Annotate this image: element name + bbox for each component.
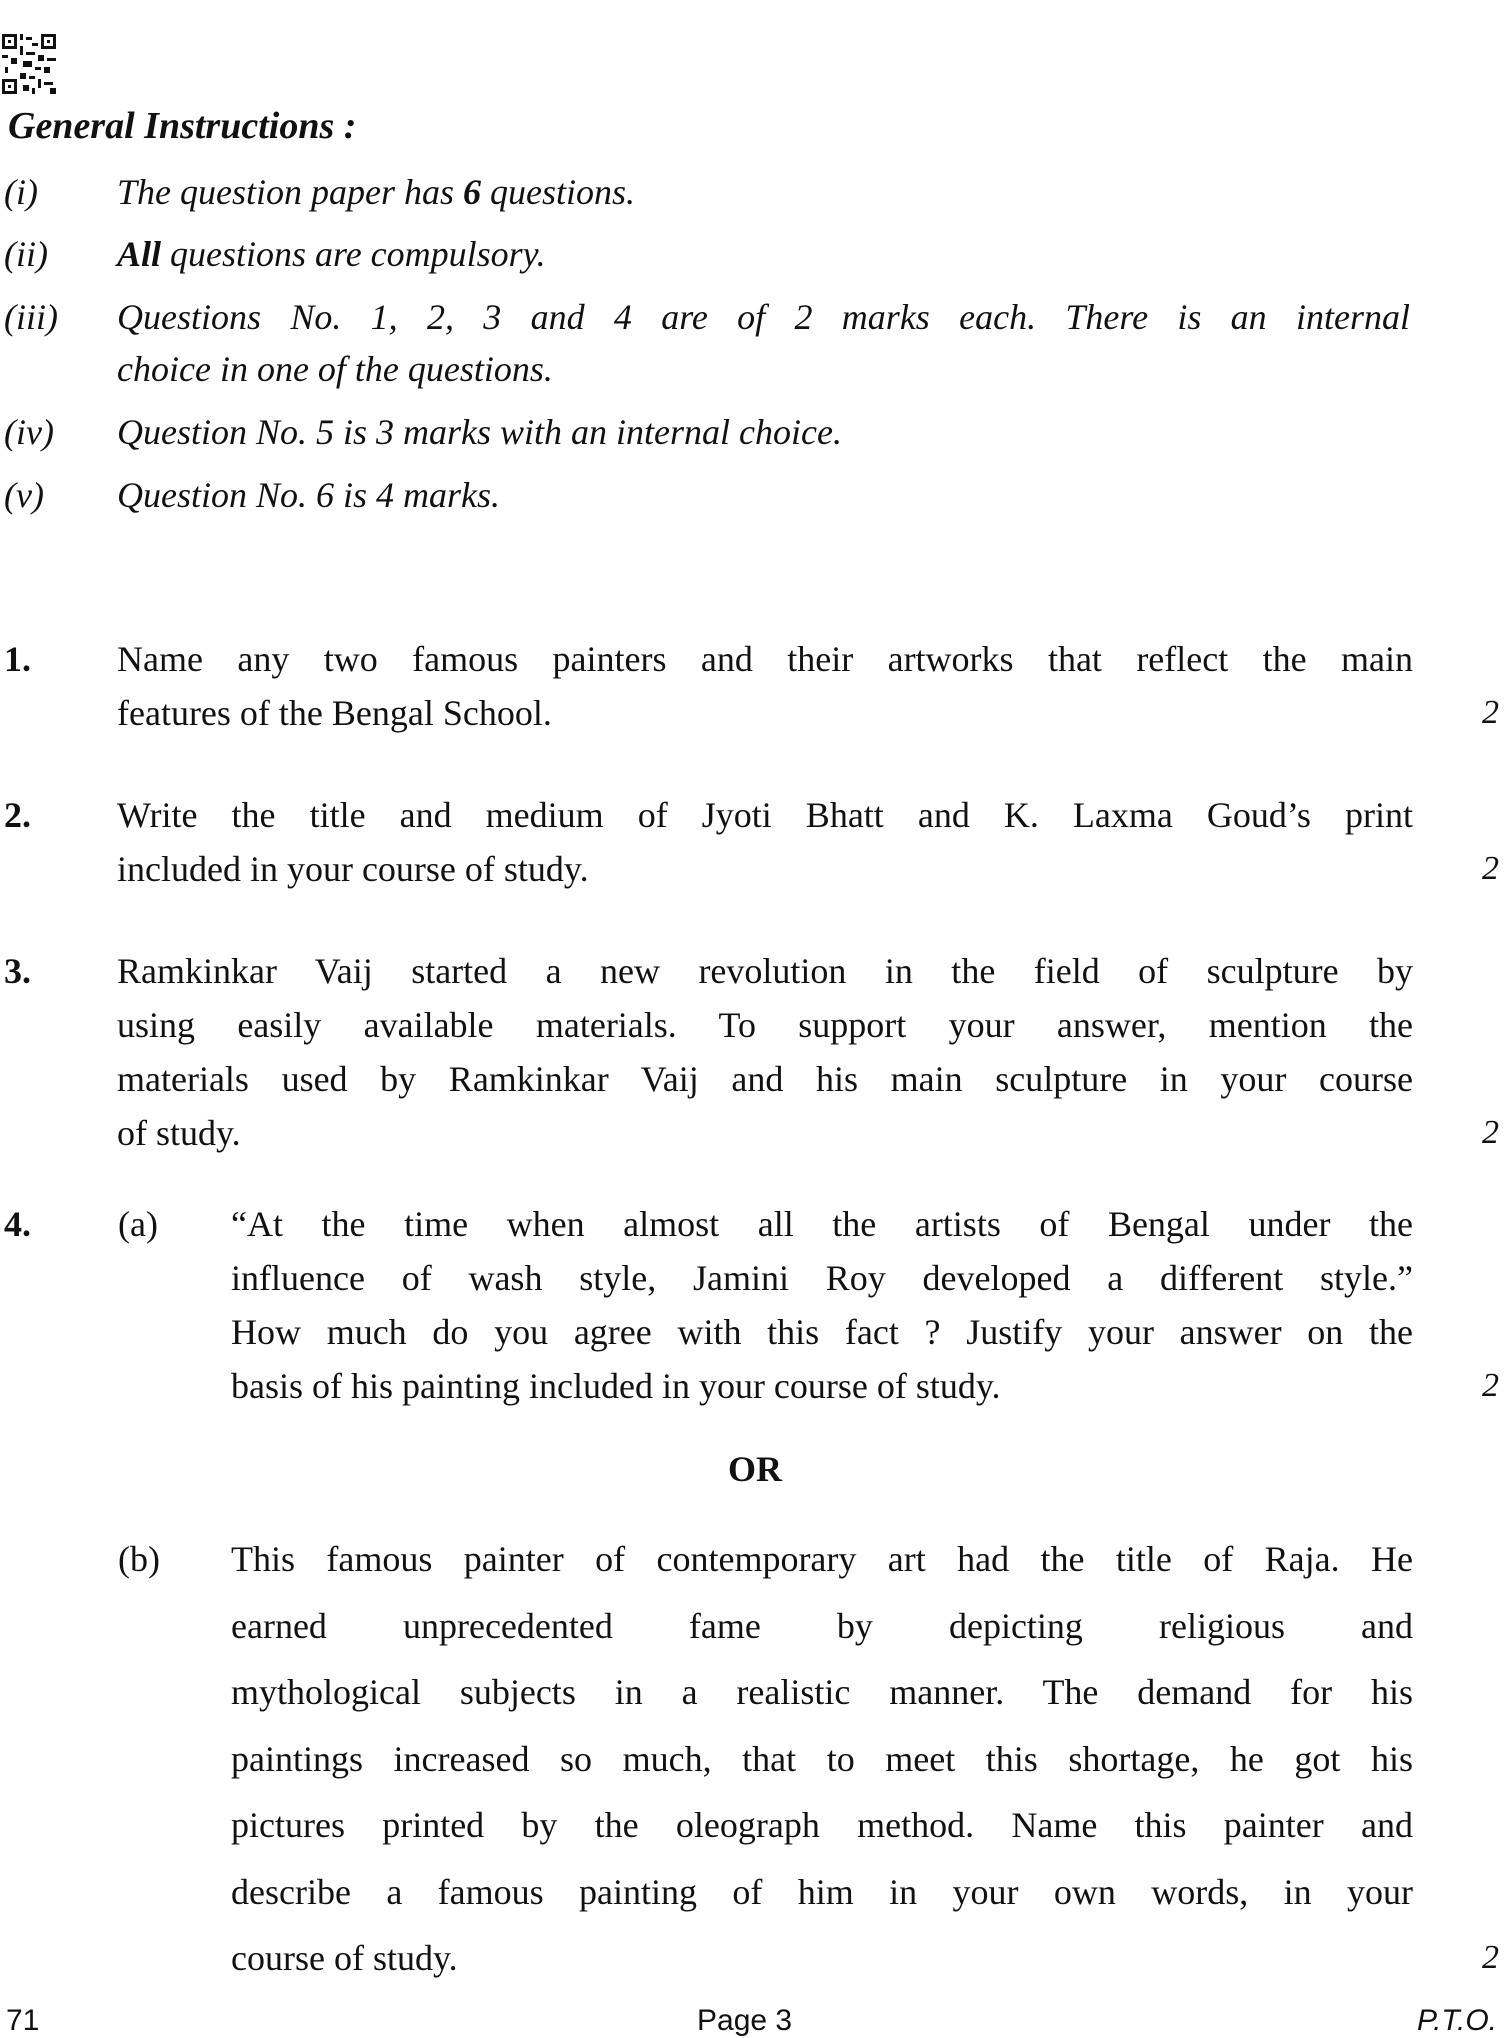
question-marks: 2 <box>1482 1939 1499 1976</box>
pto-label: P.T.O. <box>1416 2004 1497 2037</box>
question-marks: 2 <box>1482 694 1499 731</box>
sub-question-label: (b) <box>118 1539 160 1579</box>
instruction-number: (iii) <box>4 297 58 337</box>
question-marks: 2 <box>1482 1367 1499 1404</box>
sub-question-text: This famous painter of contemporary art had the title of Raja. He earned unprecedented fame by depicting religious and mythological subjects in a realistic manner. The demand for his paintings increased so much, that to meet this shortage, he got his pictures printed by the oleograph method. Name this painter and describe a famous painting of him in your own words, in your course of study. <box>231 1539 1413 1978</box>
question-number: 2. <box>4 795 31 835</box>
question-number: 4. <box>4 1204 31 1244</box>
instruction-number: (v) <box>4 475 44 515</box>
instruction-text: The question paper has 6 questions. <box>117 172 636 212</box>
page-number: Page 3 <box>697 2004 793 2037</box>
general-instructions-title: General Instructions : <box>8 105 357 147</box>
question-text: Ramkinkar Vaij started a new revolution in the field of sculpture by using easily available materials. To support your answer, mention the materials used by Ramkinkar Vaij and his main sculpture in your course of study. <box>117 951 1413 1153</box>
question-number: 1. <box>4 639 31 679</box>
instruction-text: All questions are compulsory. <box>117 234 546 274</box>
question-marks: 2 <box>1482 1114 1499 1151</box>
sub-question-label: (a) <box>118 1204 158 1244</box>
instruction-number: (ii) <box>4 234 48 274</box>
instruction-number: (i) <box>4 172 38 212</box>
sub-question-text: “At the time when almost all the artists of Bengal under the influence of wash style, Jamini Roy developed a different style.” How much do you agree with this fact ? Justify your answer on the basis of his painting included in your course of study. <box>231 1204 1413 1406</box>
question-number: 3. <box>4 951 31 991</box>
question-text: Name any two famous painters and their artworks that reflect the main features of the Bengal School. <box>117 639 1413 733</box>
question-marks: 2 <box>1482 850 1499 887</box>
qr-code <box>2 34 56 94</box>
paper-code: 71 <box>6 2004 40 2037</box>
instruction-number: (iv) <box>4 412 54 452</box>
or-separator: OR <box>728 1449 782 1489</box>
instruction-text: Question No. 6 is 4 marks. <box>117 475 501 515</box>
instruction-text: Question No. 5 is 3 marks with an internal choice. <box>117 412 842 452</box>
question-text: Write the title and medium of Jyoti Bhatt and K. Laxma Goud’s print included in your course of study. <box>117 795 1413 889</box>
instruction-text: Questions No. 1, 2, 3 and 4 are of 2 marks each. There is an internal choice in one of the questions. <box>117 297 1410 389</box>
